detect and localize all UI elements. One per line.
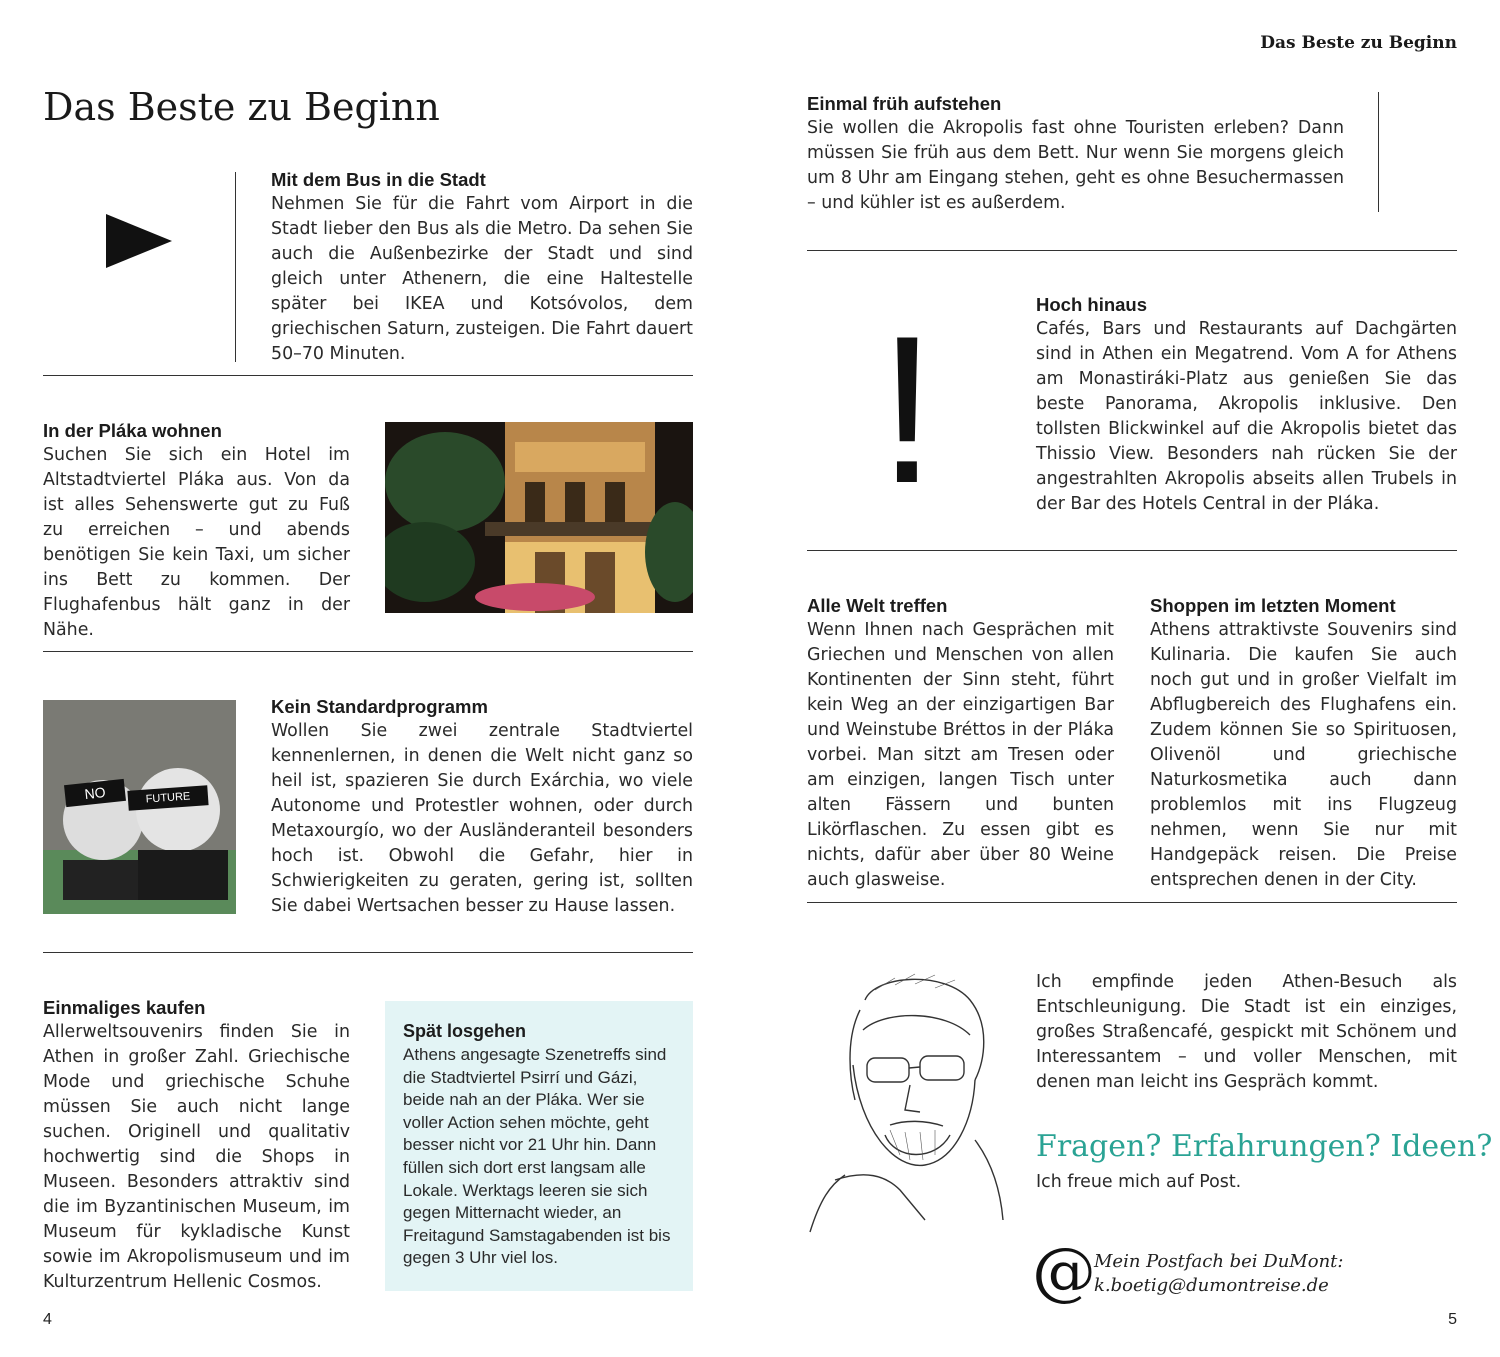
section-standard	[271, 694, 693, 919]
section-heading: Einmaliges kaufen	[43, 997, 206, 1018]
section-bus	[271, 167, 693, 367]
section-text: Wollen Sie zwei zentrale Stadtviertel kennenlernen, in denen die Welt nicht ganz so heil ist, spazieren Sie durch Exárchia, wo viele Autonome und Protestler wohnen, oder durch Metaxourgío, wo der Ausländeranteil besonders hoch ist. Obwohl die Gefahr, hier in Schwierigkeiten zu geraten, gering ist, sollten Sie dabei Wertsachen besser zu Hause lassen.	[271, 721, 693, 916]
section-heading: Einmal früh aufstehen	[807, 93, 1002, 114]
postfach-label: Mein Postfach bei DuMont:	[1094, 1251, 1344, 1272]
section-heading: Kein Standardprogramm	[271, 696, 488, 717]
page-number-right: 5	[1448, 1311, 1457, 1328]
section-text: Sie wollen die Akropolis fast ohne Touristen erleben? Dann müssen Sie früh aus dem Bett. Nur wenn Sie morgens gleich um 8 Uhr am Eingang stehen, geht es ohne Besuchermassen – und kühler ist es außerdem.	[807, 118, 1344, 213]
divider	[43, 375, 693, 376]
divider	[807, 902, 1457, 903]
page-title: Das Beste zu Beginn	[43, 85, 440, 129]
section-heading: Hoch hinaus	[1036, 294, 1148, 315]
author-post: Ich freue mich auf Post.	[1036, 1172, 1242, 1192]
divider	[43, 651, 693, 652]
at-sign-icon: @	[1032, 1235, 1096, 1309]
section-text: Allerweltsouvenirs finden Sie in Athen in großer Zahl. Griechische Mode und griechische Schuhe müssen Sie auch nicht lange suchen. Originell und qualitativ hochwertig sind die Shops in Museen. Besonders attraktiv sind die im Byzantinischen Museum, im Museum für kykladische Kunst sowie im Akropolismuseum und im Kulturzentrum Hellenic Cosmos.	[43, 1022, 350, 1292]
author-intro: Ich empfinde jeden Athen-Besuch als Entschleunigung. Die Stadt ist ein einziges, großes Straßencafé, gespickt mit Schönem und Interessantem – und voller Menschen, mit denen man leicht ins Gespräch kommt.	[1036, 972, 1457, 1092]
divider-vertical	[235, 172, 236, 362]
section-kaufen	[43, 995, 350, 1295]
page-number-left: 4	[43, 1311, 52, 1328]
section-text: Suchen Sie sich ein Hotel im Altstadtviertel Pláka aus. Von da ist alles Sehenswerte gut zu Fuß zu erreichen – und abends benötigen Sie kein Taxi, um sicher ins Bett zu kommen. Der Flughafenbus hält ganz in der Nähe.	[43, 445, 350, 640]
divider	[807, 250, 1457, 251]
tip-text: Athens angesagte Szenetreffs sind die Stadtviertel Psirrí und Gázi, beide nah an der Pláka. Wer sie voller Action sehen möchte, geht besser nicht vor 21 Uhr hin. Dann füllen sich dort erst langsam alle Lokale. Werktags leeren sie sich gegen Mitternacht wieder, an Freitagund Samstagabenden ist bis gegen 3 Uhr viel los.	[403, 1045, 671, 1268]
section-frueh	[807, 91, 1344, 216]
graffiti-word-no: NO	[64, 779, 126, 807]
author-email[interactable]: k.boetig@dumontreise.de	[1094, 1275, 1329, 1296]
running-header: Das Beste zu Beginn	[1260, 33, 1457, 53]
section-text: Athens attraktivste Souvenirs sind Kulinaria. Die kaufen Sie auch noch gut und in großer Vielfalt im Abflugbereich des Flughafens ein. Zudem können Sie so Spirituosen, Olivenöl und griechische Naturkosmetika auch dann problemlos mit ins Flugzeug nehmen, wenn Sie nur mit Handgepäck reisen. Die Preise entsprechen denen in der City.	[1150, 620, 1457, 890]
section-heading: In der Pláka wohnen	[43, 420, 222, 441]
section-heading: Alle Welt treffen	[807, 595, 948, 616]
triangle-arrow-icon	[106, 214, 176, 268]
section-heading: Mit dem Bus in die Stadt	[271, 169, 486, 190]
exclamation-icon: !	[878, 292, 937, 527]
divider-vertical	[1378, 92, 1379, 212]
section-plaka	[43, 418, 350, 643]
tip-heading: Spät losgehen	[403, 1021, 527, 1041]
graffiti-word-future: FUTURE	[127, 785, 208, 811]
divider	[807, 550, 1457, 551]
section-welt	[807, 593, 1114, 893]
section-text: Nehmen Sie für die Fahrt vom Airport in die Stadt lieber den Bus als die Metro. Da sehen Sie auch die Außenbezirke der Stadt und sind gleich unter Athenern, die eine Haltestelle später bei IKEA und Kotsóvolos, dem griechischen Saturn, zusteigen. Die Fahrt dauert 50–70 Minuten.	[271, 194, 693, 364]
author-portrait	[805, 970, 1005, 1235]
graffiti-photo	[43, 700, 236, 914]
section-hoch	[1036, 292, 1457, 517]
section-text: Wenn Ihnen nach Gesprächen mit Griechen und Menschen von allen Kontinenten der Sinn steht, führt kein Weg an der einzigartigen Bar und Weinstube Bréttos in der Pláka vorbei. Man sitzt am Tresen oder am einzigen, langen Tisch unter alten Fässern und bunten Likörflaschen. Zu essen gibt es nichts, dafür aber über 80 Weine auch glasweise.	[807, 620, 1114, 890]
section-text: Cafés, Bars und Restaurants auf Dachgärten sind in Athen ein Megatrend. Vom A for Athens am Monastiráki-Platz aus genießen Sie das beste Panorama, Akropolis inklusive. Den tollsten Blickwinkel auf die Akropolis bietet das Thissio View. Besonders nah rücken Sie der angestrahlten Akropolis abseits allen Trubels in der Bar des Hotels Central in der Pláka.	[1036, 319, 1457, 514]
tip-box-spaet	[385, 1001, 693, 1291]
author-question: Fragen? Erfahrungen? Ideen?	[1036, 1129, 1493, 1164]
divider	[43, 952, 693, 953]
section-shoppen	[1150, 593, 1457, 893]
section-heading: Shoppen im letzten Moment	[1150, 595, 1396, 616]
hotel-photo	[385, 422, 693, 613]
